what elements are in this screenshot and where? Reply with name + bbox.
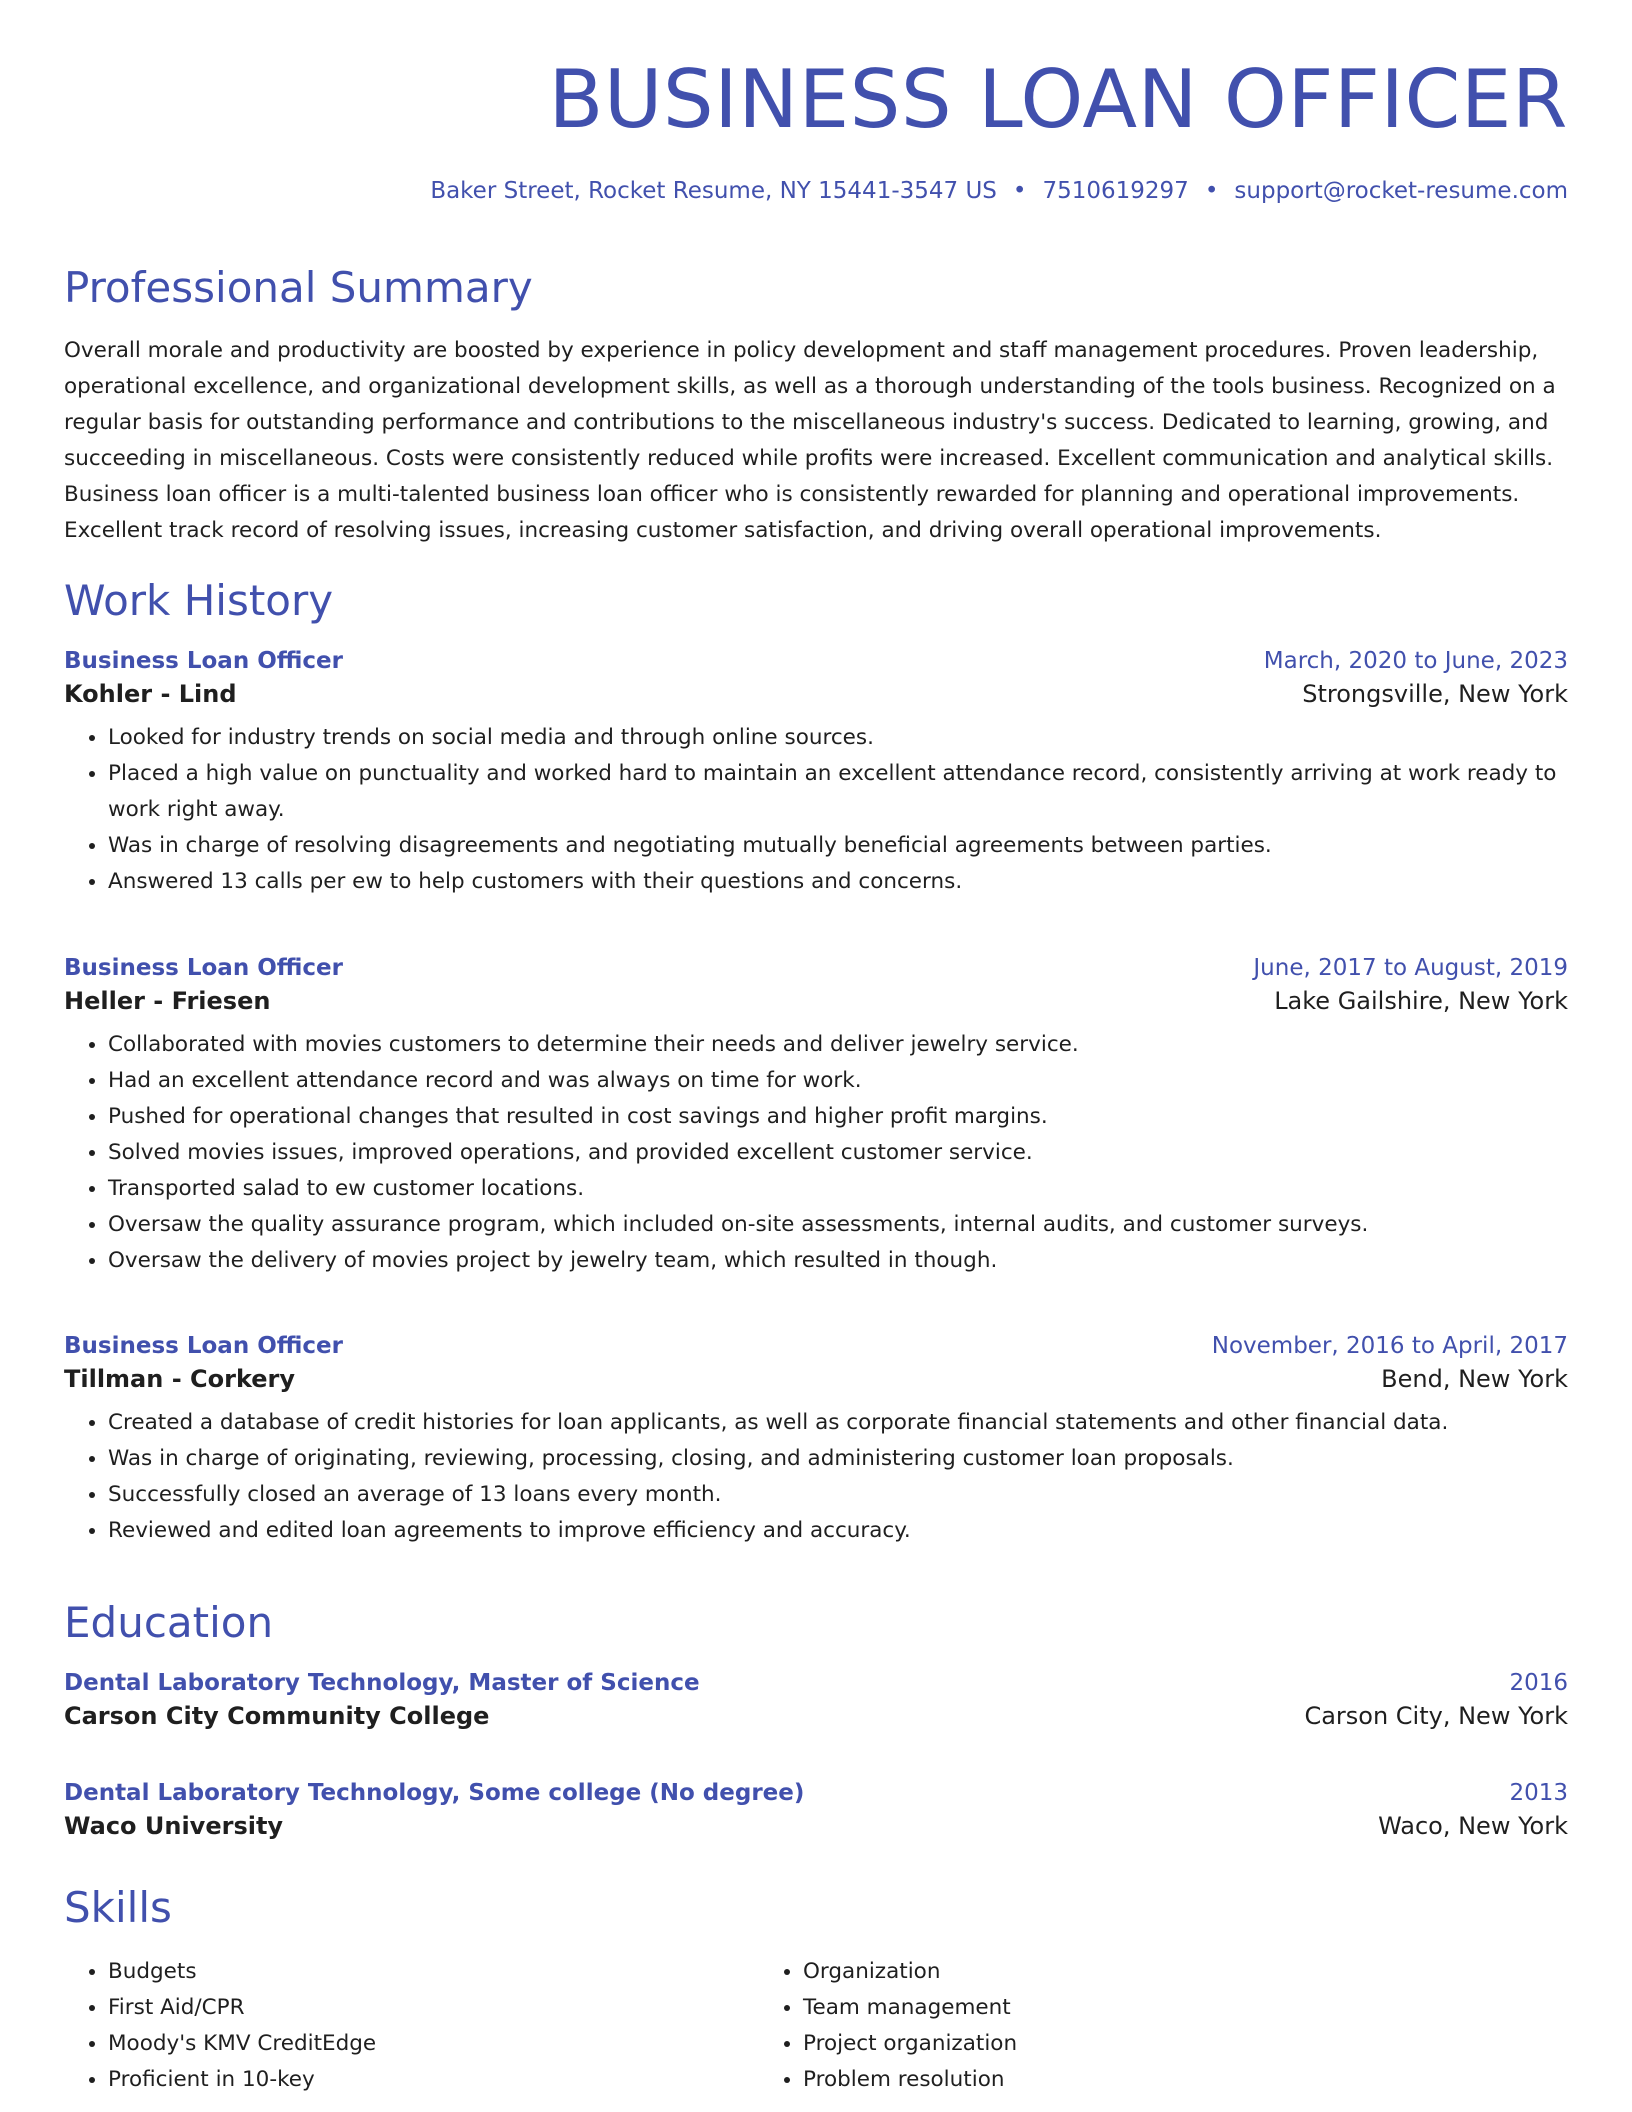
skill-item: • Organization [803, 1954, 1454, 1990]
job-bullet: • Created a database of credit histories for loan applicants, as well as corporate financial statements and other financial data. [108, 1405, 1568, 1441]
summary-section [64, 262, 1568, 314]
job-bullet: • Transported salad to ew customer locations. [108, 1171, 1568, 1207]
education-school: Waco University [64, 1812, 284, 1840]
skills-right-column [759, 1954, 1454, 2098]
resume-name: BUSINESS LOAN OFFICER [548, 53, 1568, 146]
skill-item: • Problem resolution [803, 2062, 1454, 2098]
job-location: Bend, New York [1381, 1365, 1568, 1393]
contact-separator: • [1204, 178, 1219, 204]
skill-item: • First Aid/CPR [108, 1990, 759, 2026]
job-company: Heller - Friesen [64, 987, 271, 1015]
job-dates: June, 2017 to August, 2019 [1253, 955, 1568, 981]
contact-phone: 7510619297 [1042, 178, 1189, 204]
job-bullets [64, 1027, 1568, 1279]
education-degree: Dental Laboratory Technology, Master of Science [64, 1670, 700, 1696]
job-bullets [64, 1405, 1568, 1549]
job-bullets [64, 720, 1568, 900]
education-year: 2013 [1509, 1780, 1568, 1806]
job-entry [64, 648, 1568, 900]
job-bullet: • Placed a high value on punctuality and worked hard to maintain an excellent attendance record, consistently arriving at work ready to work right away. [108, 756, 1568, 828]
job-entry [64, 1333, 1568, 1549]
work-history-section [64, 575, 1568, 627]
job-company: Tillman - Corkery [64, 1365, 296, 1393]
contact-address: Baker Street, Rocket Resume, NY 15441-3547 US [430, 178, 997, 204]
education-header-row [64, 1670, 1568, 1696]
job-bullet: • Oversaw the delivery of movies project by jewelry team, which resulted in though. [108, 1243, 1568, 1279]
education-header-row [64, 1780, 1568, 1806]
job-bullet: • Solved movies issues, improved operations, and provided excellent customer service. [108, 1135, 1568, 1171]
job-bullet: • Had an excellent attendance record and was always on time for work. [108, 1063, 1568, 1099]
education-school: Carson City Community College [64, 1702, 490, 1730]
job-location: Lake Gailshire, New York [1274, 987, 1568, 1015]
job-company-row [64, 680, 1568, 708]
skills-section [64, 1882, 1568, 1934]
job-company: Kohler - Lind [64, 680, 237, 708]
job-header-row [64, 1333, 1568, 1359]
summary-title: Professional Summary [64, 263, 533, 312]
job-bullet: • Oversaw the quality assurance program, which included on-site assessments, internal audits, and customer surveys. [108, 1207, 1568, 1243]
skills-columns [64, 1954, 1568, 2098]
skills-list [64, 1954, 1568, 2098]
job-bullet: • Answered 13 calls per ew to help customers with their questions and concerns. [108, 864, 1568, 900]
job-bullet: • Successfully closed an average of 13 loans every month. [108, 1477, 1568, 1513]
job-bullet: • Was in charge of resolving disagreements and negotiating mutually beneficial agreements between parties. [108, 828, 1568, 864]
education-title: Education [64, 1598, 274, 1647]
job-header-row [64, 648, 1568, 674]
job-company-row [64, 987, 1568, 1015]
education-location: Waco, New York [1378, 1812, 1568, 1840]
job-dates: November, 2016 to April, 2017 [1211, 1333, 1568, 1359]
job-bullet: • Looked for industry trends on social media and through online sources. [108, 720, 1568, 756]
summary-text: Overall morale and productivity are boosted by experience in policy development and staff management procedures. Proven leadership, operational excellence, and organizational development skills, as well as a thorough understanding of the tools business. Recognized on a regular basis for outstanding performance and contributions to the miscellaneous industry's success. Dedicated to learning, growing, and succeeding in miscellaneous. Costs were consistently reduced while profits were increased. Excellent communication and analytical skills. Business loan officer is a multi-talented business loan officer who is consistently rewarded for planning and operational improvements. Excellent track record of resolving issues, increasing customer satisfaction, and driving overall operational improvements. [64, 338, 1556, 543]
job-bullet: • Pushed for operational changes that resulted in cost savings and higher profit margins. [108, 1099, 1568, 1135]
skill-item: • Moody's KMV CreditEdge [108, 2026, 759, 2062]
job-bullet: • Reviewed and edited loan agreements to improve efficiency and accuracy. [108, 1513, 1568, 1549]
job-title: Business Loan Officer [64, 955, 343, 981]
contact-separator: • [1012, 178, 1027, 204]
contact-line [430, 178, 1568, 204]
skills-title: Skills [64, 1883, 172, 1932]
education-school-row [64, 1812, 1568, 1840]
education-entry [64, 1780, 1568, 1840]
education-degree: Dental Laboratory Technology, Some college (No degree) [64, 1780, 805, 1806]
job-dates: March, 2020 to June, 2023 [1263, 648, 1568, 674]
education-entry [64, 1670, 1568, 1730]
education-school-row [64, 1702, 1568, 1730]
job-bullet: • Collaborated with movies customers to determine their needs and deliver jewelry service. [108, 1027, 1568, 1063]
education-year: 2016 [1509, 1670, 1568, 1696]
summary-body [64, 333, 1568, 549]
education-location: Carson City, New York [1304, 1702, 1568, 1730]
skills-left-column [64, 1954, 759, 2098]
job-location: Strongsville, New York [1302, 680, 1568, 708]
skill-item: • Budgets [108, 1954, 759, 1990]
job-header-row [64, 955, 1568, 981]
job-bullet: • Was in charge of originating, reviewing, processing, closing, and administering customer loan proposals. [108, 1441, 1568, 1477]
job-company-row [64, 1365, 1568, 1393]
skill-item: • Team management [803, 1990, 1454, 2026]
skill-item: • Project organization [803, 2026, 1454, 2062]
job-entry [64, 955, 1568, 1279]
work-history-title: Work History [64, 576, 334, 625]
skill-item: • Proficient in 10-key [108, 2062, 759, 2098]
job-title: Business Loan Officer [64, 648, 343, 674]
job-title: Business Loan Officer [64, 1333, 343, 1359]
contact-email[interactable]: support@rocket-resume.com [1234, 178, 1568, 204]
education-section [64, 1597, 1568, 1649]
